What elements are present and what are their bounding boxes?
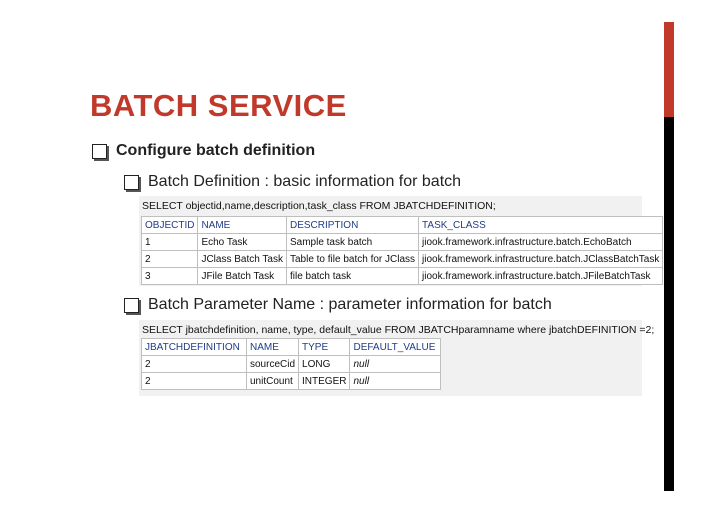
slide-title: BATCH SERVICE (90, 88, 347, 123)
checkbox-bullet-icon (92, 144, 107, 159)
table-cell: LONG (299, 356, 350, 373)
table-cell: Sample task batch (286, 234, 418, 251)
table-row (142, 373, 441, 390)
bullet-label: Batch Definition : basic information for batch (148, 173, 462, 190)
table-header-row (142, 339, 441, 356)
table-cell: sourceCid (247, 356, 299, 373)
accent-bar-black (664, 117, 674, 491)
bullet-label: Batch Parameter Name : parameter information for batch (148, 296, 552, 313)
sql-query-text: SELECT objectid,name,description,task_class FROM JBATCHDEFINITION; (142, 200, 496, 212)
table-row (142, 268, 663, 285)
column-header: TYPE (299, 339, 350, 356)
table-cell: 3 (142, 268, 198, 285)
table-cell: jiook.framework.infrastructure.batch.JClassBatchTask (419, 251, 663, 268)
table-cell: jiook.framework.infrastructure.batch.JFileBatchTask (419, 268, 663, 285)
column-header: OBJECTID (142, 217, 198, 234)
bullet-batch-definition (124, 173, 461, 191)
column-header: TASK_CLASS (419, 217, 663, 234)
table-row (142, 251, 663, 268)
column-header: DESCRIPTION (286, 217, 418, 234)
query-result-panel-definition (139, 196, 660, 286)
table-cell: null (350, 373, 441, 390)
accent-bar-red (664, 22, 674, 117)
table-cell: jiook.framework.infrastructure.batch.EchoBatch (419, 234, 663, 251)
bullet-label: Configure batch definition (116, 142, 316, 159)
table-header-row (142, 217, 663, 234)
table-cell: JFile Batch Task (198, 268, 287, 285)
result-table-definition (141, 216, 663, 285)
column-header: JBATCHDEFINITION (142, 339, 247, 356)
table-row (142, 356, 441, 373)
table-cell: INTEGER (299, 373, 350, 390)
table-cell: Echo Task (198, 234, 287, 251)
checkbox-bullet-icon (124, 298, 139, 313)
table-cell: null (350, 356, 441, 373)
checkbox-bullet-icon (124, 175, 139, 190)
result-table-parameter (141, 338, 441, 390)
query-result-panel-parameter (139, 320, 655, 396)
column-header: NAME (198, 217, 287, 234)
table-cell: JClass Batch Task (198, 251, 287, 268)
sql-query-text: SELECT jbatchdefinition, name, type, default_value FROM JBATCHparamname where jbatchDEFINITION =2; (142, 324, 655, 336)
table-cell: 2 (142, 356, 247, 373)
table-cell: file batch task (286, 268, 418, 285)
table-cell: 1 (142, 234, 198, 251)
table-row (142, 234, 663, 251)
table-cell: 2 (142, 373, 247, 390)
table-cell: unitCount (247, 373, 299, 390)
table-cell: Table to file batch for JClass (286, 251, 418, 268)
column-header: DEFAULT_VALUE (350, 339, 441, 356)
bullet-batch-parameter (124, 296, 552, 314)
bullet-configure (92, 142, 315, 160)
column-header: NAME (247, 339, 299, 356)
table-cell: 2 (142, 251, 198, 268)
